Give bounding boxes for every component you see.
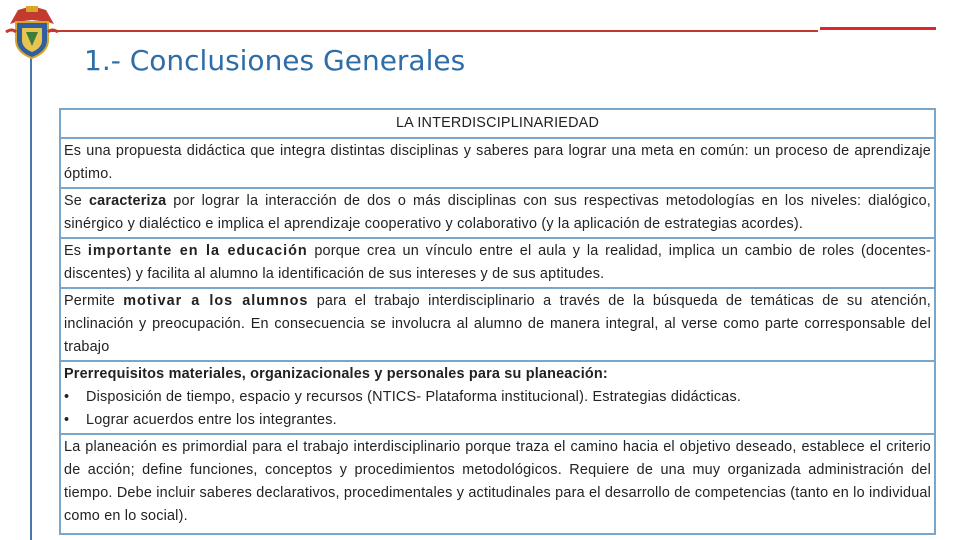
- bullet-icon: •: [64, 389, 70, 405]
- keyword: caracteriza: [88, 193, 167, 209]
- table-row: Es una propuesta didáctica que integra distintas disciplinas y saberes para lograr una meta en común: un proceso de aprendizaje óptimo.: [60, 138, 935, 188]
- left-vertical-rule: [30, 44, 32, 540]
- table-row: La planeación es primordial para el trabajo interdisciplinario porque traza el camino hacia el objetivo deseado, establece el criterio de acción; define funciones, conceptos y procedimientos metodológicos. Requiere de una muy organizada administración del tiempo. Debe incluir saberes declarativos, procedimentales y actitudinales para el desarrollo de competencias (tanto en lo individual como en lo social).: [60, 434, 935, 534]
- list-item: • Lograr acuerdos entre los integrantes.: [64, 409, 931, 432]
- institution-crest-logo: [4, 2, 60, 60]
- table-row: [60, 361, 935, 434]
- keyword: importante en la educación: [87, 243, 308, 259]
- table-row: Permite motivar a los alumnos para el trabajo interdisciplinario a través de la búsqueda de temáticas de su atención, inclinación y preocupación. En consecuencia se involucra al alumno de manera integral, al verse como parte corresponsable del trabajo: [60, 288, 935, 361]
- list-item: • Disposición de tiempo, espacio y recursos (NTICS- Plataforma institucional). Estrategias didácticas.: [64, 386, 931, 409]
- header-rule: [48, 30, 818, 32]
- table-header: LA INTERDISCIPLINARIEDAD: [60, 109, 935, 138]
- section-heading: Prerrequisitos materiales, organizacionales y personales para su planeación:: [64, 366, 608, 382]
- table-row: Es importante en la educación porque crea un vínculo entre el aula y la realidad, implica un cambio de roles (docentes- discentes) y facilita al alumno la identificación de sus intereses y de sus aptitudes.: [60, 238, 935, 288]
- page-title: 1.- Conclusiones Generales: [84, 44, 466, 77]
- header-accent-rule: [820, 27, 936, 30]
- bullet-icon: •: [64, 412, 70, 428]
- table-row: Se caracteriza por lograr la interacción de dos o más disciplinas con sus respectivas metodologías en los niveles: dialógico, sinérgico y dialéctico e implica el aprendizaje cooperativo y colaborativo (y la aplicación de estrategias acordes).: [60, 188, 935, 238]
- content-table: [59, 108, 936, 535]
- keyword: motivar a los alumnos: [123, 293, 309, 309]
